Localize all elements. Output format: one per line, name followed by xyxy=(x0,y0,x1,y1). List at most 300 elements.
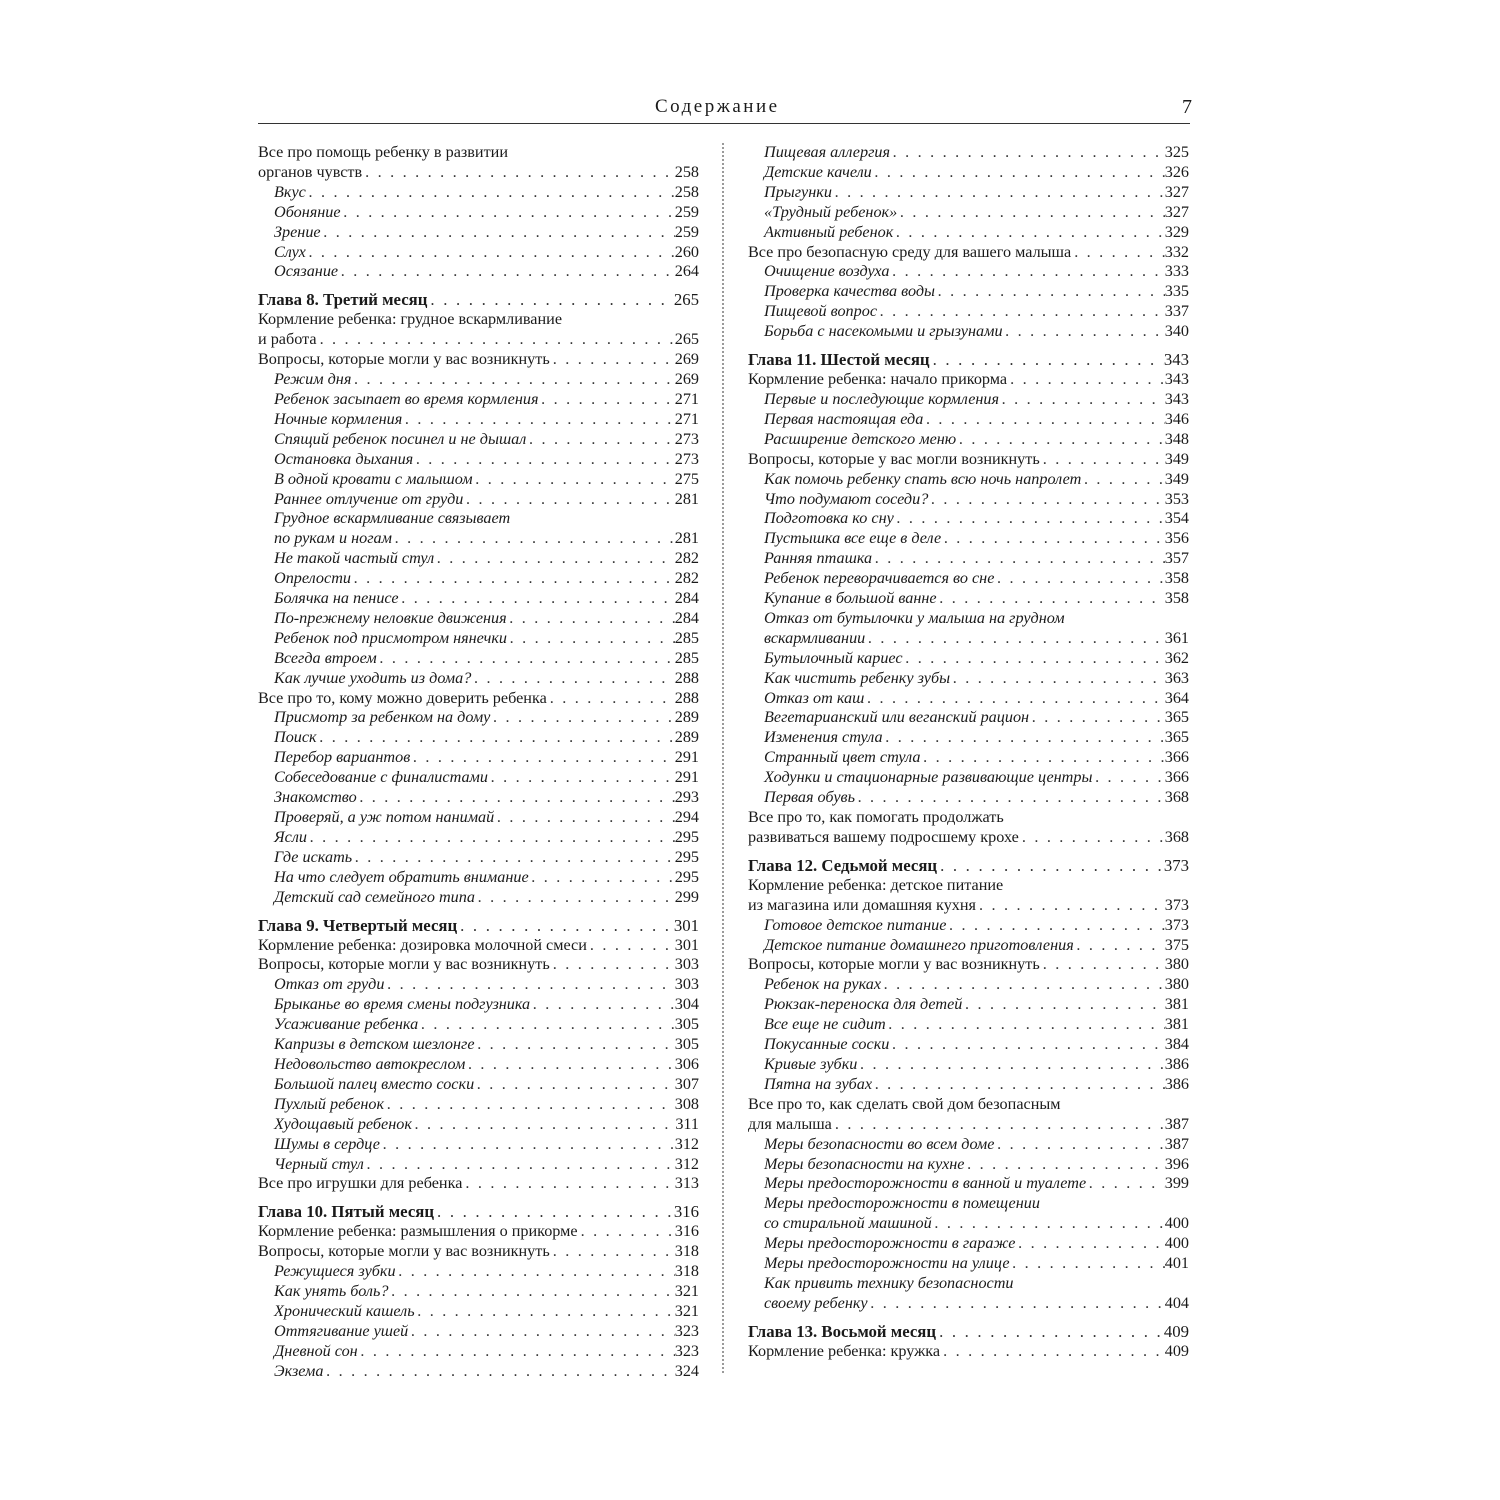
toc-subentry xyxy=(258,1115,699,1135)
toc-page-number: 289 xyxy=(674,728,699,747)
toc-subentry xyxy=(748,689,1189,709)
toc-entry-row xyxy=(764,916,1189,936)
toc-subentry xyxy=(748,470,1189,490)
toc-entry-row xyxy=(274,390,699,410)
toc-entry-row xyxy=(274,589,699,609)
toc-entry-title: Изменения стула xyxy=(764,728,883,747)
toc-page-number: 269 xyxy=(674,350,699,369)
toc-page-number: 293 xyxy=(674,788,699,807)
toc-subentry xyxy=(258,490,699,510)
toc-subentry xyxy=(748,1015,1189,1035)
toc-entry-row xyxy=(764,708,1189,728)
toc-page-number: 409 xyxy=(1163,1321,1189,1341)
toc-page-number: 364 xyxy=(1164,688,1189,707)
dot-leader xyxy=(587,936,675,956)
dot-leader xyxy=(473,470,675,490)
toc-subentry xyxy=(258,995,699,1015)
dot-leader xyxy=(384,1095,675,1115)
toc-entry-row xyxy=(258,936,699,956)
toc-entry-title: Усаживание ребенка xyxy=(274,1015,419,1034)
toc-entry-row xyxy=(258,955,699,975)
dot-leader xyxy=(865,629,1164,649)
toc-subentry xyxy=(748,1155,1189,1175)
toc-page-number: 401 xyxy=(1164,1254,1189,1273)
toc-entry-title: Как унять боль? xyxy=(274,1282,389,1301)
toc-subentry xyxy=(258,1302,699,1322)
dot-leader xyxy=(956,430,1165,450)
toc-page-number: 273 xyxy=(674,449,699,468)
toc-entry-title: На что следует обратить внимание xyxy=(274,867,529,886)
toc-entry-row xyxy=(274,1055,699,1075)
toc-subentry xyxy=(258,828,699,848)
toc-page-number: 265 xyxy=(674,330,699,349)
toc-entry-title: Дневной сон xyxy=(274,1341,358,1360)
dot-leader xyxy=(1040,955,1165,975)
dot-leader xyxy=(976,896,1165,916)
toc-entry-title: Детский сад семейного типа xyxy=(274,887,475,906)
toc-chapter xyxy=(748,1321,1189,1342)
toc-subentry xyxy=(748,936,1189,956)
toc-entry-title: Пищевая аллергия xyxy=(764,143,890,161)
toc-entry-title: Первая обувь xyxy=(764,788,855,807)
toc-entry-row xyxy=(274,995,699,1015)
toc-subentry xyxy=(748,1194,1189,1234)
dot-leader xyxy=(475,1035,675,1055)
toc-subentry xyxy=(258,808,699,828)
dot-leader xyxy=(894,509,1165,529)
toc-entry-title: Купание в большой ванне xyxy=(764,589,937,608)
toc-page-number: 365 xyxy=(1164,728,1189,747)
dot-leader xyxy=(1040,450,1165,470)
toc-entry-row xyxy=(274,203,699,223)
toc-entry-title: Вопросы, которые могли у вас возникнуть xyxy=(748,955,1040,974)
toc-page-number: 285 xyxy=(674,648,699,667)
toc-entry-row xyxy=(764,1254,1189,1274)
toc-entry-row xyxy=(748,1115,1189,1135)
toc-entry-title: Обоняние xyxy=(274,202,341,221)
toc-page-number: 291 xyxy=(674,768,699,787)
toc-entry-title: Глава 10. Пятый месяц xyxy=(258,1202,435,1222)
toc-entry-title: Вопросы, которые у вас могли возникнуть xyxy=(748,449,1040,468)
toc-entry-row xyxy=(274,569,699,589)
toc-entry-title: Ранняя пташка xyxy=(764,549,873,568)
dot-leader xyxy=(488,768,675,788)
toc-subentry xyxy=(748,1234,1189,1254)
toc-subentry xyxy=(748,143,1189,163)
dot-leader xyxy=(427,289,673,310)
dot-leader xyxy=(434,549,675,569)
toc-entry-row xyxy=(764,390,1189,410)
toc-entry-title: Вопросы, которые могли у вас возникнуть xyxy=(258,350,550,369)
toc-subentry xyxy=(748,410,1189,430)
dot-leader xyxy=(920,748,1164,768)
toc-section xyxy=(258,1242,699,1262)
toc-entry-row xyxy=(274,370,699,390)
toc-entry-title: Что подумают соседи? xyxy=(764,489,929,508)
toc-entry-title: Хронический кашель xyxy=(274,1301,415,1320)
toc-entry-row xyxy=(748,896,1189,916)
toc-entry-title: Отказ от каш xyxy=(764,688,865,707)
toc-entry-row xyxy=(764,689,1189,709)
toc-page-number: 366 xyxy=(1164,768,1189,787)
toc-page-number: 259 xyxy=(674,202,699,221)
dot-leader xyxy=(1019,828,1165,848)
toc-entry-title: Очищение воздуха xyxy=(764,262,890,281)
toc-page-number: 349 xyxy=(1164,449,1189,468)
toc-section xyxy=(748,876,1189,916)
toc-entry-title: Присмотр за ребенком на дому xyxy=(274,708,491,727)
dot-leader xyxy=(578,1222,675,1242)
toc-entry-row xyxy=(764,1075,1189,1095)
toc-subentry xyxy=(258,1342,699,1362)
toc-subentry xyxy=(258,549,699,569)
toc-entry-row xyxy=(258,915,699,936)
dot-leader xyxy=(889,1035,1164,1055)
toc-page-number: 284 xyxy=(674,589,699,608)
toc-page-number: 327 xyxy=(1164,182,1189,201)
toc-entry-title: Ребенок на руках xyxy=(764,975,882,994)
toc-entry-row xyxy=(274,1115,699,1135)
toc-entry-row xyxy=(764,163,1189,183)
dot-leader xyxy=(1092,768,1164,788)
toc-entry-title: Отказ от груди xyxy=(274,975,385,994)
toc-entry-row xyxy=(748,828,1189,848)
toc-subentry xyxy=(258,669,699,689)
toc-page-number: 357 xyxy=(1164,549,1189,568)
toc-entry-row xyxy=(764,748,1189,768)
toc-entry-row xyxy=(274,1095,699,1115)
toc-page-number: 337 xyxy=(1164,302,1189,321)
toc-entry-row xyxy=(764,995,1189,1015)
dot-leader xyxy=(507,609,675,629)
toc-page-number: 265 xyxy=(673,290,699,310)
toc-entry-row xyxy=(274,1075,699,1095)
toc-entry-title: вскармливании xyxy=(764,628,866,647)
toc-page-number: 387 xyxy=(1164,1114,1189,1133)
toc-left-column xyxy=(258,143,699,1382)
toc-page-number: 295 xyxy=(674,827,699,846)
toc-subentry xyxy=(258,1015,699,1035)
dot-leader xyxy=(539,390,675,410)
toc-page-number: 318 xyxy=(674,1242,699,1261)
toc-page-number: 299 xyxy=(674,887,699,906)
toc-page-number: 284 xyxy=(674,608,699,627)
toc-entry-title: Ребенок засыпает во время кормления xyxy=(274,389,539,408)
toc-entry-row xyxy=(274,1262,699,1282)
toc-entry-row xyxy=(764,302,1189,322)
toc-entry-title: Меры безопасности на кухне xyxy=(764,1154,965,1173)
dot-leader xyxy=(950,669,1165,689)
toc-entry-row xyxy=(764,529,1189,549)
toc-page-number: 333 xyxy=(1164,262,1189,281)
dot-leader xyxy=(306,243,675,263)
toc-entry-title: Режущиеся зубки xyxy=(274,1262,396,1281)
toc-entry-row xyxy=(748,450,1189,470)
toc-entry-row xyxy=(274,868,699,888)
toc-entry-title: Глава 13. Восьмой месяц xyxy=(748,1321,937,1341)
toc-page-number: 329 xyxy=(1164,222,1189,241)
toc-subentry xyxy=(258,1095,699,1115)
toc-entry-row xyxy=(274,1322,699,1342)
toc-page-number: 323 xyxy=(674,1341,699,1360)
toc-page-number: 358 xyxy=(1164,589,1189,608)
toc-page-number: 343 xyxy=(1163,350,1189,370)
toc-subentry xyxy=(748,649,1189,669)
toc-page-number: 356 xyxy=(1164,529,1189,548)
toc-subentry xyxy=(748,1274,1189,1314)
toc-entry-title: Кормление ребенка: дозировка молочной смеси xyxy=(258,935,587,954)
dot-leader xyxy=(323,1362,674,1382)
dot-leader xyxy=(881,975,1165,995)
toc-entry-row xyxy=(258,689,699,709)
toc-entry-title: Странный цвет стула xyxy=(764,748,921,767)
toc-entry-title: Не такой частый стул xyxy=(274,549,435,568)
dot-leader xyxy=(526,430,674,450)
dot-leader xyxy=(418,1015,675,1035)
toc-entry-title: Опрелости xyxy=(274,569,351,588)
toc-subentry xyxy=(748,569,1189,589)
dot-leader xyxy=(1081,470,1164,490)
dot-leader xyxy=(872,1075,1165,1095)
dot-leader xyxy=(402,410,674,430)
toc-entry-title: Вопросы, которые могли у вас возникнуть xyxy=(258,955,550,974)
toc-section xyxy=(258,143,699,183)
toc-subentry xyxy=(748,1254,1189,1274)
toc-page-number: 381 xyxy=(1164,995,1189,1014)
toc-entry-title: В одной кровати с малышом xyxy=(274,469,473,488)
dot-leader xyxy=(357,788,675,808)
toc-entry-line: Все про помощь ребенку в развитии xyxy=(258,143,508,161)
toc-subentry xyxy=(748,1035,1189,1055)
toc-subentry xyxy=(258,450,699,470)
toc-entry-row xyxy=(274,1282,699,1302)
toc-subentry xyxy=(748,1135,1189,1155)
toc-subentry xyxy=(258,470,699,490)
toc-subentry xyxy=(258,1362,699,1382)
toc-entry-title: для малыша xyxy=(748,1114,832,1133)
toc-entry-row xyxy=(764,728,1189,748)
dot-leader xyxy=(964,1155,1164,1175)
toc-entry-row xyxy=(764,1055,1189,1075)
toc-page-number: 271 xyxy=(674,389,699,408)
toc-page-number: 295 xyxy=(674,867,699,886)
toc-page-number: 400 xyxy=(1164,1214,1189,1233)
toc-subentry xyxy=(748,549,1189,569)
toc-page-number: 288 xyxy=(674,668,699,687)
toc-entry-title: Меры предосторожности на улице xyxy=(764,1254,1010,1273)
toc-page-number: 362 xyxy=(1164,648,1189,667)
dot-leader xyxy=(893,223,1164,243)
dot-leader xyxy=(396,1262,675,1282)
toc-section xyxy=(748,370,1189,390)
toc-entry-row xyxy=(748,1342,1189,1362)
toc-page-number: 271 xyxy=(674,409,699,428)
toc-entry-title: Раннее отлучение от груди xyxy=(274,489,464,508)
toc-entry-row xyxy=(764,470,1189,490)
dot-leader xyxy=(1007,370,1165,390)
running-title: Содержание xyxy=(655,96,780,117)
dot-leader xyxy=(886,1015,1165,1035)
toc-entry-row xyxy=(764,1035,1189,1055)
toc-subentry xyxy=(258,1262,699,1282)
toc-page-number: 285 xyxy=(674,628,699,647)
toc-entry-title: Зрение xyxy=(274,222,321,241)
toc-entry-row xyxy=(764,410,1189,430)
toc-subentry xyxy=(748,282,1189,302)
toc-entry-title: Глава 8. Третий месяц xyxy=(258,290,428,310)
toc-subentry xyxy=(258,708,699,728)
toc-section xyxy=(258,936,699,956)
toc-page-number: 307 xyxy=(674,1074,699,1093)
toc-entry-title: Подготовка ко сну xyxy=(764,509,894,528)
toc-page-number: 368 xyxy=(1164,788,1189,807)
toc-subentry xyxy=(748,1055,1189,1075)
toc-entry-row xyxy=(274,1135,699,1155)
toc-entry-title: Детские качели xyxy=(764,162,872,181)
toc-entry-line: Кормление ребенка: детское питание xyxy=(748,875,1004,894)
dot-leader xyxy=(529,868,675,888)
toc-page-number: 375 xyxy=(1164,935,1189,954)
toc-subentry xyxy=(258,888,699,908)
toc-subentry xyxy=(258,1075,699,1095)
dot-leader xyxy=(937,855,1164,876)
dot-leader xyxy=(999,390,1165,410)
toc-page-number: 396 xyxy=(1164,1154,1189,1173)
toc-subentry xyxy=(258,629,699,649)
dot-leader xyxy=(1086,1174,1165,1194)
toc-subentry xyxy=(748,708,1189,728)
toc-page-number: 335 xyxy=(1164,282,1189,301)
toc-subentry xyxy=(748,322,1189,342)
dot-leader xyxy=(358,1342,675,1362)
toc-entry-row xyxy=(274,549,699,569)
dot-leader xyxy=(471,669,674,689)
toc-subentry xyxy=(748,223,1189,243)
toc-page-number: 312 xyxy=(674,1154,699,1173)
toc-page-number: 303 xyxy=(674,955,699,974)
toc-entry-row xyxy=(764,509,1189,529)
toc-page-number: 384 xyxy=(1164,1035,1189,1054)
dot-leader xyxy=(317,330,675,350)
toc-subentry xyxy=(748,509,1189,529)
toc-entry-row xyxy=(748,855,1189,876)
dot-leader xyxy=(936,1321,1164,1342)
toc-subentry xyxy=(748,788,1189,808)
dot-leader xyxy=(877,302,1165,322)
toc-subentry xyxy=(748,669,1189,689)
toc-entry-title: Меры предосторожности в гараже xyxy=(764,1234,1016,1253)
toc-entry-row xyxy=(764,569,1189,589)
toc-subentry xyxy=(748,728,1189,748)
toc-entry-row xyxy=(764,262,1189,282)
toc-entry-title: Пустышка все еще в деле xyxy=(764,529,942,548)
toc-subentry xyxy=(258,848,699,868)
toc-page-number: 368 xyxy=(1164,827,1189,846)
toc-page-number: 404 xyxy=(1164,1293,1189,1312)
toc-page-number: 386 xyxy=(1164,1074,1189,1093)
toc-entry-title: со стиральной машиной xyxy=(764,1214,932,1233)
toc-entry-row xyxy=(258,1222,699,1242)
toc-entry-row xyxy=(258,350,699,370)
toc-entry-title: Все про игрушки для ребенка xyxy=(258,1174,463,1193)
dot-leader xyxy=(475,888,675,908)
dot-leader xyxy=(530,995,675,1015)
dot-leader xyxy=(550,1242,675,1262)
toc-section xyxy=(748,1342,1189,1362)
toc-page-number: 332 xyxy=(1164,242,1189,261)
dot-leader xyxy=(413,450,675,470)
dot-leader xyxy=(832,183,1165,203)
toc-subentry xyxy=(258,1155,699,1175)
toc-subentry xyxy=(258,430,699,450)
dot-leader xyxy=(462,1174,674,1194)
toc-page-number: 304 xyxy=(674,995,699,1014)
toc-subentry xyxy=(258,410,699,430)
dot-leader xyxy=(550,955,675,975)
toc-entry-title: Спящий ребенок посинел и не дышал xyxy=(274,429,527,448)
dot-leader xyxy=(408,1322,674,1342)
toc-subentry xyxy=(258,370,699,390)
toc-entry-row xyxy=(274,223,699,243)
toc-page-number: 353 xyxy=(1164,489,1189,508)
toc-entry-row xyxy=(764,490,1189,510)
toc-entry-row xyxy=(748,349,1189,370)
page-number: 7 xyxy=(1182,96,1192,118)
toc-entry-title: Кормление ребенка: начало прикорма xyxy=(748,370,1008,389)
dot-leader xyxy=(897,203,1165,223)
dot-leader xyxy=(465,1055,674,1075)
toc-entry-row xyxy=(258,1201,699,1222)
toc-entry-title: Проверка качества воды xyxy=(764,282,936,301)
toc-page-number: 258 xyxy=(674,182,699,201)
toc-subentry xyxy=(748,748,1189,768)
toc-entry-title: Брыканье во время смены подгузника xyxy=(274,995,531,1014)
toc-entry-row xyxy=(258,289,699,310)
toc-entry-title: Вопросы, которые могли у вас возникнуть xyxy=(258,1242,550,1261)
toc-entry-row xyxy=(258,330,699,350)
toc-entry-title: Меры безопасности во всем доме xyxy=(764,1134,995,1153)
toc-page-number: 288 xyxy=(674,688,699,707)
toc-subentry xyxy=(258,975,699,995)
toc-page-number: 348 xyxy=(1164,429,1189,448)
toc-page-number: 386 xyxy=(1164,1054,1189,1073)
toc-entry-line: Меры предосторожности в помещении xyxy=(764,1194,1040,1213)
dot-leader xyxy=(490,708,674,728)
toc-page-number: 321 xyxy=(674,1282,699,1301)
toc-page-number: 325 xyxy=(1164,143,1189,161)
toc-section xyxy=(748,808,1189,848)
toc-entry-title: Первые и последующие кормления xyxy=(764,389,1000,408)
toc-page-number: 291 xyxy=(674,748,699,767)
toc-subentry xyxy=(748,430,1189,450)
toc-entry-title: Покусанные соски xyxy=(764,1035,890,1054)
dot-leader xyxy=(550,350,675,370)
dot-leader xyxy=(392,529,675,549)
dot-leader xyxy=(864,689,1164,709)
toc-entry-title: из магазина или домашняя кухня xyxy=(748,895,976,914)
toc-entry-line: Все про то, как сделать свой дом безопасным xyxy=(748,1094,1061,1113)
header-rule xyxy=(258,123,1190,124)
toc-subentry xyxy=(258,243,699,263)
toc-entry-title: Первая настоящая еда xyxy=(764,409,924,428)
toc-entry-title: Собеседование с финалистами xyxy=(274,768,488,787)
toc-entry-title: Знакомство xyxy=(274,788,357,807)
toc-entry-row xyxy=(764,975,1189,995)
toc-entry-row xyxy=(748,955,1189,975)
toc-entry-row xyxy=(748,243,1189,263)
toc-subentry xyxy=(258,390,699,410)
toc-entry-title: Перебор вариантов xyxy=(274,748,411,767)
